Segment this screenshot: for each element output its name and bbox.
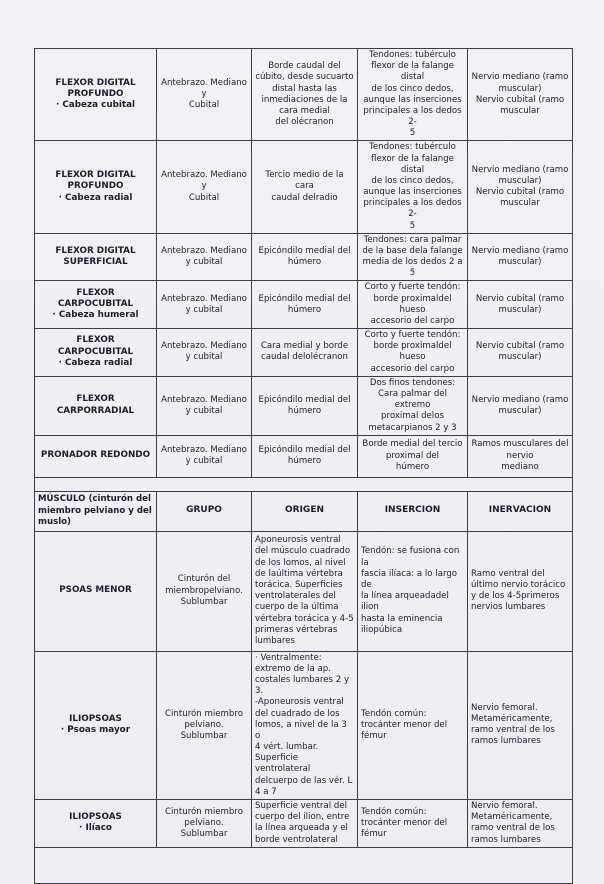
muscle-line: · Cabeza radial	[58, 358, 133, 369]
insercion-line: Tendón común:	[361, 806, 427, 817]
inervacion-line: mediano	[501, 461, 539, 472]
inervacion-line: Nervio mediano (ramo	[471, 394, 569, 405]
origen-line: costales lumbares 2 y	[255, 675, 350, 686]
inervacion-cell	[468, 435, 573, 477]
origen-cell	[252, 376, 358, 435]
insercion-line: Tendón común:	[361, 708, 427, 719]
insercion-line: aunque las inserciones	[363, 94, 462, 105]
muscle-line: ILIOPSOAS	[69, 713, 122, 724]
insercion-line: flexor de la falange distal	[371, 153, 454, 175]
origen-line: húmero	[287, 304, 322, 315]
pelvic-muscles-section	[35, 531, 573, 847]
muscle-line: · Cabeza radial	[58, 192, 133, 203]
inervacion-line: último nervio torácico	[471, 580, 566, 590]
empty-cell	[35, 847, 573, 883]
muscle-line: FLEXOR DIGITAL	[55, 77, 136, 88]
insercion-line: de los cinco dedos,	[371, 83, 454, 94]
inervacion-line: Nervio femoral.	[471, 801, 538, 812]
inervacion-line: ramos lumbares	[471, 834, 541, 845]
grupo-line: y cubital	[185, 456, 223, 467]
muscle-cell	[35, 799, 157, 847]
muscle-line: FLEXOR DIGITAL	[55, 169, 136, 180]
muscle-cell	[35, 141, 157, 233]
origen-line: Tercio medio de la cara	[265, 170, 344, 192]
inervacion-line: muscular)	[498, 83, 542, 94]
inervacion-line: Ramos musculares del	[471, 439, 569, 450]
grupo-line: Antebrazo. Mediano	[161, 445, 247, 455]
grupo-cell	[157, 49, 252, 141]
grupo-line: Cubital	[188, 192, 220, 203]
insercion-line: borde proximaldel hueso	[373, 293, 452, 315]
grupo-line: y cubital	[185, 257, 223, 268]
grupo-line: y	[201, 181, 207, 192]
insercion-line: principales a los dedos 2-	[363, 105, 462, 128]
inervacion-cell	[468, 799, 573, 847]
inervacion-line: Metaméricamente,	[471, 714, 553, 725]
header-musculo: MÚSCULO (cinturón del miembro pelviano y del muslo)	[35, 491, 157, 531]
grupo-line: Antebrazo. Mediano	[161, 77, 247, 88]
insercion-line: fascia ilíaca: a lo largo de	[361, 568, 458, 590]
origen-line: de laúltima vértebra	[255, 568, 343, 579]
inervacion-cell	[468, 49, 573, 141]
origen-cell	[252, 329, 358, 377]
muscle-line: · Cabeza humeral	[52, 310, 139, 321]
table-row	[35, 281, 573, 329]
origen-line: 3.	[255, 686, 264, 697]
origen-line: Epicóndilo medial del	[258, 245, 351, 256]
table-row	[35, 233, 573, 281]
origen-cell	[252, 799, 358, 847]
origen-line: borde ventrolateral	[255, 834, 338, 845]
origen-line: Aponeurosis ventral	[255, 535, 341, 546]
inervacion-cell	[468, 281, 573, 329]
forearm-muscles-section	[35, 49, 573, 492]
origen-line: vértebra torácica y 4-5	[255, 613, 354, 624]
origen-line: primeras vértebras	[255, 624, 338, 635]
inervacion-line: muscular)	[498, 175, 542, 186]
grupo-cell	[157, 141, 252, 233]
insercion-line: la línea arqueadadel ilion	[361, 591, 449, 613]
origen-line: inmediaciones de la	[261, 94, 348, 105]
muscle-cell	[35, 531, 157, 651]
insercion-line: aunque las inserciones	[363, 187, 462, 198]
inervacion-line: nervio	[506, 450, 534, 461]
origen-line: Epicóndilo medial del	[258, 394, 351, 405]
insercion-line: borde proximaldel hueso	[373, 341, 452, 363]
muscle-line: FLEXOR CARPOCUBITAL	[57, 335, 134, 357]
insercion-line: Dos finos tendones:	[369, 377, 456, 388]
grupo-line: Antebrazo. Mediano	[161, 170, 247, 181]
insercion-line: principales a los dedos 2-	[363, 198, 462, 220]
origen-line: húmero	[287, 257, 322, 268]
inervacion-line: muscular)	[498, 352, 542, 363]
insercion-line: fémur	[361, 828, 387, 839]
table-row	[35, 141, 573, 233]
grupo-cell	[157, 435, 252, 477]
inervacion-cell	[468, 329, 573, 377]
grupo-line: y cubital	[185, 405, 223, 416]
inervacion-line: Nervio cubital (ramo	[475, 187, 565, 198]
insercion-line: proximal del	[385, 450, 440, 461]
muscle-line: · Psoas mayor	[60, 725, 131, 736]
empty-row	[35, 847, 573, 883]
origen-line: distal hasta las	[272, 83, 337, 94]
spacer-cell	[35, 477, 573, 491]
origen-line: Superficie ventral del	[255, 801, 347, 812]
insercion-line: Tendón: se fusiona con la	[361, 546, 460, 568]
origen-line: ventrolaterales del	[255, 591, 336, 602]
inervacion-line: muscular)	[498, 304, 542, 315]
footer-section	[35, 847, 573, 883]
muscle-cell	[35, 651, 157, 799]
inervacion-line: Nervio mediano (ramo	[471, 245, 569, 256]
grupo-cell	[157, 329, 252, 377]
insercion-line: accesorio del carpo	[370, 315, 455, 326]
origen-line: húmero	[287, 405, 322, 416]
origen-line: 4 vért. lumbar.	[255, 742, 319, 753]
inervacion-cell	[468, 531, 573, 651]
table-row	[35, 799, 573, 847]
inervacion-line: Nervio cubital (ramo	[475, 94, 565, 105]
origen-line: · Ventralmente:	[255, 652, 322, 663]
origen-line: de los lomos, al nivel	[255, 557, 346, 568]
origen-cell	[252, 651, 358, 799]
origen-line: cuerpo de la última	[255, 602, 339, 613]
insercion-line: Borde medial del tercio	[362, 439, 463, 450]
header-insercion: INSERCION	[358, 491, 468, 531]
header-grupo: GRUPO	[157, 491, 252, 531]
insercion-cell	[358, 531, 468, 651]
muscle-line: ILIOPSOAS	[69, 811, 122, 822]
table-row	[35, 651, 573, 799]
origen-cell	[252, 281, 358, 329]
muscle-line: FLEXOR DIGITAL	[55, 245, 136, 256]
insercion-cell	[358, 141, 468, 233]
insercion-line: Cara palmar del extremo	[378, 388, 447, 411]
table-row	[35, 376, 573, 435]
insercion-line: trocánter menor del	[361, 719, 448, 730]
inervacion-line: y de los 4-5primeros	[471, 591, 560, 602]
inervacion-line: muscular	[500, 105, 540, 116]
origen-line: Epicóndilo medial del	[258, 445, 351, 455]
table-row	[35, 531, 573, 651]
grupo-line: Cinturón del	[177, 574, 231, 585]
origen-line: Cara medial y borde	[260, 341, 349, 352]
grupo-line: pelviano. Sublumbar	[180, 817, 228, 839]
inervacion-line: muscular)	[498, 257, 542, 268]
muscle-cell	[35, 435, 157, 477]
origen-line: del cuadrado de los	[255, 708, 340, 719]
grupo-line: Antebrazo. Mediano	[161, 293, 247, 304]
origen-line: cúbito, desde sucuarto	[255, 72, 354, 83]
insercion-line: accesorio del carpo	[370, 363, 455, 374]
insercion-line: proximal delos	[381, 411, 444, 422]
grupo-cell	[157, 799, 252, 847]
insercion-line: Corto y fuerte tendón:	[364, 282, 461, 293]
grupo-line: miembropelviano.	[165, 585, 243, 596]
inervacion-line: ramo ventral de los	[471, 823, 555, 834]
origen-line: cuerpo del ilion, entre	[255, 812, 350, 823]
grupo-line: Antebrazo. Mediano	[161, 394, 247, 405]
grupo-line: pelviano. Sublumbar	[180, 719, 228, 741]
origen-line: caudal delradio	[271, 192, 338, 203]
origen-line: caudal delolécranon	[260, 352, 349, 363]
insercion-line: flexor de la falange distal	[371, 61, 454, 83]
inervacion-line: Nervio cubital (ramo	[475, 293, 565, 304]
muscle-line: · Ilíaco	[79, 823, 112, 834]
inervacion-line: Ramo ventral del	[471, 568, 545, 579]
grupo-line: Cinturón miembro	[165, 708, 243, 719]
header-section	[35, 491, 573, 531]
grupo-line: y cubital	[185, 304, 223, 315]
insercion-line: fémur	[361, 730, 387, 741]
table-row	[35, 435, 573, 477]
origen-line: Borde caudal del	[268, 61, 341, 72]
muscle-line: PROFUNDO	[67, 88, 124, 99]
origen-line: del olécranon	[275, 117, 334, 128]
insercion-line: iliopúbica	[361, 624, 403, 635]
origen-line: lomos, a nivel de la 3 o	[255, 719, 347, 741]
insercion-cell	[358, 233, 468, 281]
table-row	[35, 49, 573, 141]
muscle-line: FLEXOR CARPOCUBITAL	[57, 287, 134, 310]
grupo-cell	[157, 281, 252, 329]
insercion-cell	[358, 435, 468, 477]
insercion-line: 5	[409, 128, 416, 139]
origen-cell	[252, 49, 358, 141]
insercion-cell	[358, 281, 468, 329]
origen-line: torácica. Superficies	[255, 580, 343, 590]
muscle-cell	[35, 49, 157, 141]
insercion-line: trocánter menor del	[361, 817, 448, 828]
origen-line: 4 a 7	[255, 786, 277, 797]
inervacion-line: Metaméricamente,	[471, 812, 553, 823]
grupo-line: Antebrazo. Mediano	[161, 245, 247, 256]
insercion-line: Corto y fuerte tendón:	[364, 330, 461, 341]
grupo-cell	[157, 233, 252, 281]
inervacion-line: nervios lumbares	[471, 602, 546, 613]
origen-cell	[252, 233, 358, 281]
grupo-cell	[157, 651, 252, 799]
muscle-line: FLEXOR CARPORRADIAL	[56, 394, 135, 416]
muscle-cell	[35, 329, 157, 377]
origen-line: cara medial	[279, 105, 330, 116]
grupo-line: Cubital	[188, 100, 220, 111]
grupo-line: y cubital	[185, 352, 223, 363]
muscle-line: SUPERFICIAL	[63, 257, 128, 268]
inervacion-cell	[468, 141, 573, 233]
origen-line: la línea arqueada y el	[255, 823, 348, 834]
grupo-line: Sublumbar	[180, 596, 228, 607]
insercion-line: hasta la eminencia	[361, 613, 443, 624]
grupo-cell	[157, 376, 252, 435]
inervacion-line: muscular	[500, 198, 540, 209]
grupo-cell	[157, 531, 252, 651]
muscle-cell	[35, 233, 157, 281]
insercion-line: Tendones: cara palmar	[363, 234, 462, 245]
grupo-line: Cinturón miembro	[165, 806, 243, 817]
insercion-line: media de los dedos 2 a 5	[362, 257, 463, 279]
header-inervacion: INERVACION	[468, 491, 573, 531]
insercion-cell	[358, 651, 468, 799]
insercion-line: 5	[409, 220, 416, 231]
muscle-cell	[35, 281, 157, 329]
insercion-line: metacarpianos 2 y 3	[368, 422, 457, 433]
origen-cell	[252, 531, 358, 651]
inervacion-line: Nervio cubital (ramo	[475, 341, 565, 352]
muscle-line: PROFUNDO	[67, 181, 124, 192]
insercion-cell	[358, 376, 468, 435]
insercion-line: Tendones: tubérculo	[369, 50, 456, 60]
inervacion-line: muscular)	[498, 405, 542, 416]
origen-cell	[252, 435, 358, 477]
grupo-line: y	[201, 89, 207, 100]
header-origen: ORIGEN	[252, 491, 358, 531]
origen-line: Epicóndilo medial del	[258, 293, 351, 304]
inervacion-cell	[468, 233, 573, 281]
inervacion-cell	[468, 651, 573, 799]
muscle-line: PSOAS MENOR	[59, 585, 132, 596]
insercion-cell	[358, 49, 468, 141]
origen-line: del músculo cuadrado	[255, 546, 351, 557]
origen-line: húmero	[287, 456, 322, 467]
inervacion-line: ramos lumbares	[471, 736, 541, 747]
insercion-cell	[358, 799, 468, 847]
origen-line: extremo de la ap.	[255, 663, 331, 674]
muscle-table	[34, 48, 573, 884]
origen-line: -Aponeurosis ventral	[255, 697, 344, 708]
muscle-cell	[35, 376, 157, 435]
inervacion-line: ramo ventral de los	[471, 725, 555, 736]
insercion-line: de los cinco dedos,	[371, 175, 454, 186]
origen-line: Superficie ventrolateral	[255, 753, 311, 775]
insercion-line: de la base dela falange	[362, 245, 463, 256]
inervacion-line: Nervio mediano (ramo	[471, 72, 569, 83]
inervacion-cell	[468, 376, 573, 435]
muscle-line: PRONADOR REDONDO	[40, 450, 151, 461]
inervacion-line: Nervio femoral.	[471, 702, 538, 713]
muscle-line: · Cabeza cubital	[55, 100, 136, 111]
origen-line: delcuerpo de las vér. L	[255, 775, 353, 786]
table-header-row	[35, 491, 573, 531]
origen-cell	[252, 141, 358, 233]
insercion-line: Tendones: tubérculo	[369, 142, 456, 153]
grupo-line: Antebrazo. Mediano	[161, 341, 247, 352]
table-row	[35, 329, 573, 377]
inervacion-line: Nervio mediano (ramo	[471, 164, 569, 175]
spacer-row	[35, 477, 573, 491]
insercion-line: húmero	[395, 461, 430, 472]
origen-line: lumbares	[255, 635, 296, 646]
insercion-cell	[358, 329, 468, 377]
